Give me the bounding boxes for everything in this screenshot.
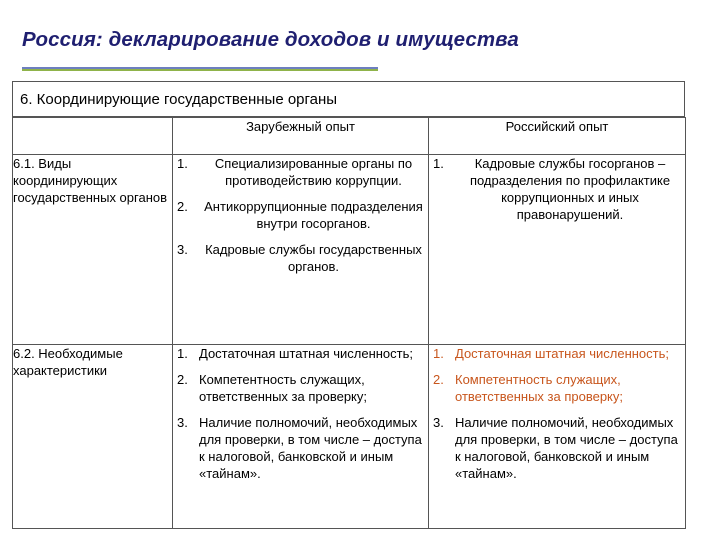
section-heading-box — [12, 81, 685, 117]
section-heading: 6. Координирующие государственные органы — [20, 91, 338, 108]
column-header-russian: Российский опыт — [429, 118, 686, 155]
list-item: 3. Наличие полномочий, необходимых для проверки, в том числе – доступа к налоговой, банковской и иным «тайнам». — [433, 415, 678, 481]
list-item: 1. Достаточная штатная численность; — [177, 346, 413, 361]
table-row — [13, 155, 686, 345]
title-underline — [22, 67, 378, 71]
list-item: 2. Компетентность служащих, ответственных за проверку; — [177, 372, 367, 404]
slide-title: Россия: декларирование доходов и имущества — [22, 28, 519, 51]
foreign-cell — [173, 345, 429, 529]
row-label: 6.2. Необходимые характеристики — [13, 345, 173, 529]
foreign-cell — [173, 155, 429, 345]
comparison-table — [12, 117, 686, 529]
list-item: 1. Достаточная штатная численность; — [433, 346, 669, 361]
column-header-foreign: Зарубежный опыт — [173, 118, 429, 155]
list-item: 1. Кадровые службы госорганов – подразделения по профилактике коррупционных и иных правонарушений. — [433, 156, 671, 222]
column-header-empty — [13, 118, 173, 155]
russian-cell — [429, 345, 686, 529]
list-item: 1. Специализированные органы по противодействию коррупции. — [177, 156, 413, 188]
list-item: 2. Компетентность служащих, ответственных за проверку; — [433, 372, 623, 404]
list-item: 3. Кадровые службы государственных органов. — [177, 242, 422, 274]
table-header-row — [13, 118, 686, 155]
row-label: 6.1. Виды координирующих государственных органов — [13, 155, 173, 345]
russian-cell — [429, 155, 686, 345]
table-row — [13, 345, 686, 529]
list-item: 2. Антикоррупционные подразделения внутри госорганов. — [177, 199, 423, 231]
list-item: 3. Наличие полномочий, необходимых для проверки, в том числе – доступа к налоговой, банковской и иным «тайнам». — [177, 415, 422, 481]
